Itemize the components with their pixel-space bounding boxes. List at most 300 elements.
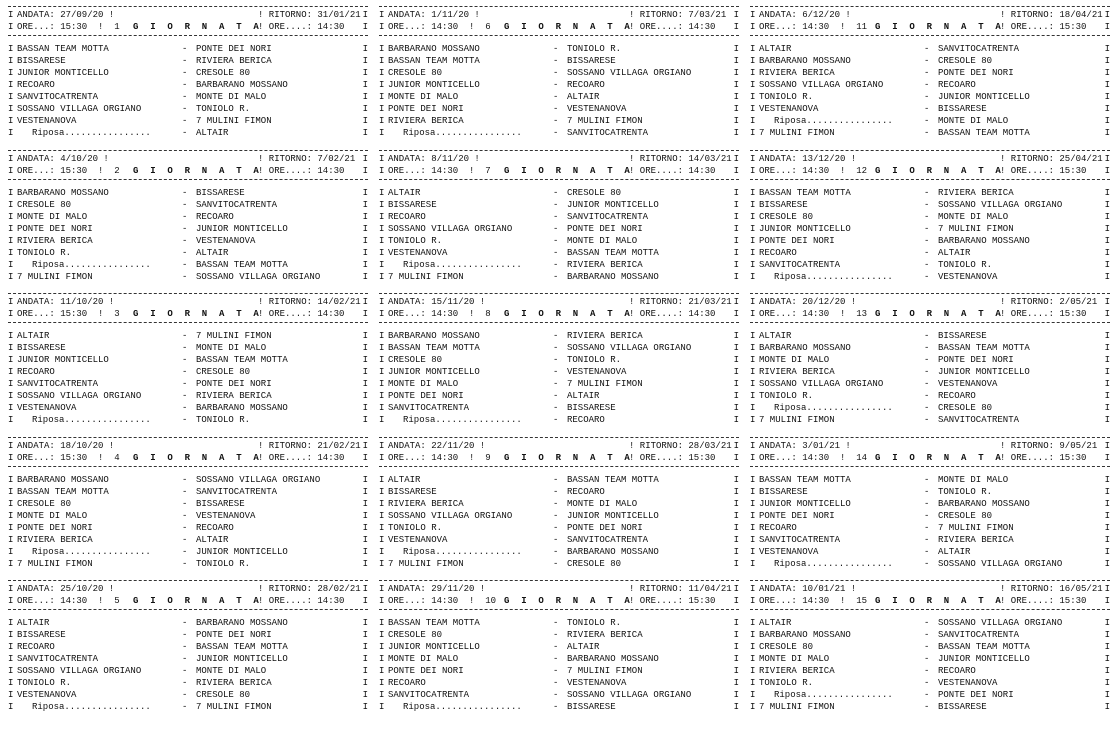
border-bar: I bbox=[733, 199, 739, 210]
match-dash: - bbox=[924, 331, 930, 341]
divider bbox=[379, 609, 739, 610]
match-dash: - bbox=[553, 199, 559, 210]
ore-ritorno: ! ORE....: 15:30 bbox=[1000, 22, 1087, 32]
divider bbox=[750, 609, 1110, 610]
riposa-label: Riposa................ bbox=[403, 702, 522, 712]
resting-team: ALTAIR bbox=[196, 128, 229, 138]
home-team: SOSSANO VILLAGA ORGIANO bbox=[17, 666, 142, 676]
border-bar: I bbox=[8, 56, 14, 66]
border-bar: I bbox=[8, 10, 14, 20]
match-dash: - bbox=[553, 558, 559, 569]
fixture-line bbox=[750, 452, 1110, 464]
border-bar: I bbox=[750, 498, 756, 509]
match-dash: - bbox=[553, 271, 559, 282]
andata-date: ANDATA: 6/12/20 ! bbox=[759, 10, 851, 20]
match-row bbox=[8, 354, 368, 366]
match-row bbox=[8, 617, 368, 629]
match-dash: - bbox=[553, 80, 559, 90]
home-team: BASSAN TEAM MOTTA bbox=[759, 187, 851, 198]
away-team: BARBARANO MOSSANO bbox=[938, 498, 1030, 509]
match-dash: - bbox=[553, 259, 559, 270]
border-bar: I bbox=[379, 187, 385, 198]
match-dash: - bbox=[553, 367, 559, 377]
border-bar: I bbox=[362, 654, 368, 664]
border-bar: I bbox=[750, 630, 756, 640]
divider bbox=[379, 580, 739, 581]
home-team: BISSARESE bbox=[17, 343, 66, 353]
fixture-line bbox=[8, 583, 368, 595]
match-row bbox=[8, 366, 368, 378]
match-dash: - bbox=[182, 558, 188, 569]
home-team: 7 MULINI FIMON bbox=[388, 271, 464, 282]
match-row bbox=[8, 115, 368, 127]
home-team: SANVITOCATRENTA bbox=[759, 259, 841, 270]
riposa-label: Riposa................ bbox=[774, 558, 893, 569]
border-bar: I bbox=[362, 22, 368, 32]
ritorno-date: ! RITORNO: 31/01/21 bbox=[258, 10, 361, 20]
match-dash: - bbox=[553, 534, 559, 545]
border-bar: I bbox=[362, 68, 368, 78]
match-dash: - bbox=[924, 642, 930, 652]
border-bar: I bbox=[379, 22, 385, 32]
border-bar: I bbox=[362, 128, 368, 138]
ore-ritorno: ! ORE....: 15:30 bbox=[1000, 165, 1087, 176]
home-team: BARBARANO MOSSANO bbox=[17, 187, 109, 198]
match-dash: - bbox=[182, 223, 188, 234]
border-bar: I bbox=[750, 56, 756, 66]
ore-andata: ORE...: 14:30 ! 7 bbox=[388, 165, 491, 176]
border-bar: I bbox=[733, 211, 739, 222]
border-bar: I bbox=[8, 331, 14, 341]
giornata-block bbox=[379, 150, 739, 293]
border-bar: I bbox=[733, 187, 739, 198]
border-bar: I bbox=[733, 235, 739, 246]
away-team: JUNIOR MONTICELLO bbox=[196, 546, 288, 557]
match-row bbox=[750, 354, 1110, 366]
border-bar: I bbox=[379, 56, 385, 66]
match-dash: - bbox=[553, 510, 559, 521]
match-row bbox=[750, 689, 1110, 701]
away-team: BARBARANO MOSSANO bbox=[567, 271, 659, 282]
match-row bbox=[750, 115, 1110, 127]
border-bar: I bbox=[362, 153, 368, 164]
match-dash: - bbox=[924, 235, 930, 246]
giornata-block bbox=[379, 580, 739, 723]
border-bar: I bbox=[8, 391, 14, 401]
home-team: BASSAN TEAM MOTTA bbox=[388, 56, 480, 66]
border-bar: I bbox=[750, 128, 756, 138]
border-bar: I bbox=[379, 618, 385, 628]
match-row bbox=[750, 486, 1110, 498]
border-bar: I bbox=[362, 534, 368, 545]
border-bar: I bbox=[8, 618, 14, 628]
border-bar: I bbox=[379, 116, 385, 126]
match-row bbox=[379, 498, 739, 510]
border-bar: I bbox=[8, 678, 14, 688]
divider bbox=[8, 580, 368, 581]
match-dash: - bbox=[553, 211, 559, 222]
divider bbox=[750, 179, 1110, 180]
home-team: 7 MULINI FIMON bbox=[759, 128, 835, 138]
ore-andata: ORE...: 14:30 ! 15 bbox=[759, 596, 868, 606]
away-team: BASSAN TEAM MOTTA bbox=[938, 128, 1030, 138]
border-bar: I bbox=[8, 153, 14, 164]
border-bar: I bbox=[733, 80, 739, 90]
border-bar: I bbox=[1104, 654, 1110, 664]
away-team: CRESOLE 80 bbox=[196, 367, 251, 377]
border-bar: I bbox=[379, 297, 385, 307]
ore-andata: ORE...: 14:30 ! 5 bbox=[17, 596, 120, 606]
away-team: VESTENANOVA bbox=[196, 510, 256, 521]
border-bar: I bbox=[733, 44, 739, 54]
resting-team: TONIOLO R. bbox=[196, 415, 251, 425]
border-bar: I bbox=[362, 510, 368, 521]
ore-ritorno: ! ORE....: 15:30 bbox=[1000, 596, 1087, 606]
match-dash: - bbox=[924, 534, 930, 545]
home-team: MONTE DI MALO bbox=[388, 92, 459, 102]
home-team: CRESOLE 80 bbox=[388, 355, 443, 365]
border-bar: I bbox=[8, 259, 14, 270]
border-bar: I bbox=[733, 391, 739, 401]
border-bar: I bbox=[8, 403, 14, 413]
match-row bbox=[8, 43, 368, 55]
match-dash: - bbox=[182, 128, 188, 138]
border-bar: I bbox=[379, 558, 385, 569]
border-bar: I bbox=[362, 223, 368, 234]
riposa-label: Riposa................ bbox=[403, 415, 522, 425]
match-row bbox=[750, 534, 1110, 546]
home-team: 7 MULINI FIMON bbox=[388, 558, 464, 569]
match-row bbox=[8, 378, 368, 390]
match-row bbox=[8, 390, 368, 402]
border-bar: I bbox=[750, 309, 756, 319]
away-team: SOSSANO VILLAGA ORGIANO bbox=[567, 343, 692, 353]
border-bar: I bbox=[8, 355, 14, 365]
home-team: PONTE DEI NORI bbox=[388, 104, 464, 114]
fixture-line bbox=[8, 296, 368, 308]
away-team: ALTAIR bbox=[567, 642, 600, 652]
border-bar: I bbox=[1104, 92, 1110, 102]
border-bar: I bbox=[750, 596, 756, 606]
match-row bbox=[750, 55, 1110, 67]
match-dash: - bbox=[553, 116, 559, 126]
match-dash: - bbox=[924, 403, 930, 413]
andata-date: ANDATA: 18/10/20 ! bbox=[17, 440, 115, 451]
border-bar: I bbox=[8, 630, 14, 640]
border-bar: I bbox=[1104, 486, 1110, 497]
away-team: 7 MULINI FIMON bbox=[196, 331, 272, 341]
away-team: ALTAIR bbox=[196, 247, 229, 258]
border-bar: I bbox=[750, 678, 756, 688]
match-dash: - bbox=[924, 247, 930, 258]
match-dash: - bbox=[924, 44, 930, 54]
match-row bbox=[8, 187, 368, 199]
match-dash: - bbox=[553, 343, 559, 353]
away-team: BASSAN TEAM MOTTA bbox=[938, 642, 1030, 652]
border-bar: I bbox=[1104, 630, 1110, 640]
ritorno-date: ! RITORNO: 21/03/21 bbox=[629, 297, 732, 307]
match-row bbox=[8, 199, 368, 211]
match-row bbox=[379, 366, 739, 378]
match-dash: - bbox=[924, 702, 930, 712]
home-team: BASSAN TEAM MOTTA bbox=[17, 44, 109, 54]
home-team: BASSAN TEAM MOTTA bbox=[17, 486, 109, 497]
match-dash: - bbox=[553, 630, 559, 640]
fixture-line bbox=[8, 440, 368, 452]
border-bar: I bbox=[362, 355, 368, 365]
match-dash: - bbox=[182, 498, 188, 509]
away-team: VESTENANOVA bbox=[567, 367, 627, 377]
border-bar: I bbox=[733, 247, 739, 258]
match-dash: - bbox=[553, 104, 559, 114]
match-row bbox=[750, 127, 1110, 139]
match-row bbox=[750, 223, 1110, 235]
home-team: VESTENANOVA bbox=[759, 546, 819, 557]
match-row bbox=[8, 223, 368, 235]
away-team: CRESOLE 80 bbox=[196, 68, 251, 78]
match-dash: - bbox=[182, 211, 188, 222]
border-bar: I bbox=[733, 546, 739, 557]
away-team: BISSARESE bbox=[567, 403, 616, 413]
home-team: VESTENANOVA bbox=[17, 690, 77, 700]
border-bar: I bbox=[750, 247, 756, 258]
divider bbox=[8, 437, 368, 438]
away-team: RECOARO bbox=[938, 80, 976, 90]
match-dash: - bbox=[924, 690, 930, 700]
match-dash: - bbox=[182, 235, 188, 246]
border-bar: I bbox=[379, 522, 385, 533]
match-dash: - bbox=[553, 379, 559, 389]
match-row bbox=[8, 665, 368, 677]
divider bbox=[8, 466, 368, 467]
match-row bbox=[379, 199, 739, 211]
away-team: JUNIOR MONTICELLO bbox=[196, 654, 288, 664]
border-bar: I bbox=[379, 654, 385, 664]
andata-date: ANDATA: 1/11/20 ! bbox=[388, 10, 480, 20]
home-team: BISSARESE bbox=[759, 199, 808, 210]
home-team: TONIOLO R. bbox=[759, 92, 814, 102]
border-bar: I bbox=[8, 642, 14, 652]
match-row bbox=[750, 67, 1110, 79]
match-row bbox=[379, 67, 739, 79]
match-dash: - bbox=[182, 92, 188, 102]
away-team: SANVITOCATRENTA bbox=[196, 199, 278, 210]
match-dash: - bbox=[553, 44, 559, 54]
home-team: TONIOLO R. bbox=[759, 678, 814, 688]
match-dash: - bbox=[924, 678, 930, 688]
away-team: ALTAIR bbox=[938, 546, 971, 557]
home-team: BARBARANO MOSSANO bbox=[759, 630, 851, 640]
border-bar: I bbox=[1104, 702, 1110, 712]
home-team: MONTE DI MALO bbox=[759, 355, 830, 365]
fixture-line bbox=[379, 153, 739, 165]
away-team: PONTE DEI NORI bbox=[567, 522, 643, 533]
home-team: ALTAIR bbox=[17, 331, 50, 341]
border-bar: I bbox=[1104, 367, 1110, 377]
match-row bbox=[379, 546, 739, 558]
home-team: RIVIERA BERICA bbox=[759, 367, 835, 377]
away-team: BASSAN TEAM MOTTA bbox=[938, 343, 1030, 353]
fixture-line bbox=[379, 583, 739, 595]
away-team: BISSARESE bbox=[938, 331, 987, 341]
border-bar: I bbox=[1104, 187, 1110, 198]
border-bar: I bbox=[8, 247, 14, 258]
andata-date: ANDATA: 8/11/20 ! bbox=[388, 153, 480, 164]
border-bar: I bbox=[362, 116, 368, 126]
border-bar: I bbox=[750, 165, 756, 176]
riposa-row bbox=[8, 701, 368, 713]
giornata-label: G I O R N A T A bbox=[133, 165, 263, 176]
border-bar: I bbox=[750, 331, 756, 341]
home-team: PONTE DEI NORI bbox=[388, 666, 464, 676]
away-team: TONIOLO R. bbox=[567, 618, 622, 628]
home-team: PONTE DEI NORI bbox=[17, 522, 93, 533]
riposa-label: Riposa................ bbox=[32, 702, 151, 712]
match-dash: - bbox=[924, 104, 930, 114]
ore-andata: ORE...: 15:30 ! 2 bbox=[17, 165, 120, 176]
away-team: PONTE DEI NORI bbox=[196, 379, 272, 389]
giornata-block bbox=[750, 150, 1110, 293]
match-row bbox=[8, 211, 368, 223]
match-row bbox=[379, 235, 739, 247]
border-bar: I bbox=[750, 415, 756, 425]
home-team: MONTE DI MALO bbox=[759, 654, 830, 664]
fixture-line bbox=[379, 165, 739, 177]
border-bar: I bbox=[362, 247, 368, 258]
border-bar: I bbox=[362, 440, 368, 451]
giornata-block bbox=[750, 580, 1110, 723]
divider bbox=[750, 437, 1110, 438]
border-bar: I bbox=[1104, 271, 1110, 282]
andata-date: ANDATA: 15/11/20 ! bbox=[388, 297, 486, 307]
border-bar: I bbox=[379, 702, 385, 712]
match-dash: - bbox=[553, 247, 559, 258]
border-bar: I bbox=[362, 618, 368, 628]
riposa-label: Riposa................ bbox=[32, 546, 151, 557]
ritorno-date: ! RITORNO: 14/02/21 bbox=[258, 297, 361, 307]
away-team: CRESOLE 80 bbox=[567, 187, 622, 198]
ritorno-date: ! RITORNO: 11/04/21 bbox=[629, 584, 732, 594]
away-team: RIVIERA BERICA bbox=[567, 630, 643, 640]
home-team: JUNIOR MONTICELLO bbox=[17, 355, 109, 365]
home-team: SOSSANO VILLAGA ORGIANO bbox=[388, 510, 513, 521]
riposa-row bbox=[8, 414, 368, 426]
giornata-block bbox=[8, 150, 368, 293]
border-bar: I bbox=[1104, 534, 1110, 545]
border-bar: I bbox=[1104, 391, 1110, 401]
match-dash: - bbox=[182, 271, 188, 282]
home-team: CRESOLE 80 bbox=[759, 642, 814, 652]
match-row bbox=[379, 55, 739, 67]
home-team: RIVIERA BERICA bbox=[17, 235, 93, 246]
match-dash: - bbox=[182, 642, 188, 652]
andata-date: ANDATA: 3/01/21 ! bbox=[759, 440, 851, 451]
riposa-label: Riposa................ bbox=[774, 271, 893, 282]
away-team: RECOARO bbox=[196, 522, 234, 533]
border-bar: I bbox=[362, 596, 368, 606]
match-row bbox=[379, 629, 739, 641]
home-team: JUNIOR MONTICELLO bbox=[388, 367, 480, 377]
away-team: ALTAIR bbox=[567, 92, 600, 102]
border-bar: I bbox=[1104, 223, 1110, 234]
match-dash: - bbox=[924, 68, 930, 78]
home-team: RIVIERA BERICA bbox=[388, 498, 464, 509]
match-row bbox=[379, 558, 739, 570]
away-team: SANVITOCATRENTA bbox=[938, 415, 1020, 425]
border-bar: I bbox=[733, 68, 739, 78]
match-row bbox=[750, 43, 1110, 55]
border-bar: I bbox=[362, 44, 368, 54]
divider bbox=[8, 6, 368, 7]
match-dash: - bbox=[553, 128, 559, 138]
match-dash: - bbox=[182, 415, 188, 425]
border-bar: I bbox=[8, 379, 14, 389]
andata-date: ANDATA: 22/11/20 ! bbox=[388, 440, 486, 451]
match-row bbox=[379, 402, 739, 414]
match-dash: - bbox=[182, 486, 188, 497]
away-team: TONIOLO R. bbox=[196, 558, 251, 569]
border-bar: I bbox=[1104, 415, 1110, 425]
home-team: PONTE DEI NORI bbox=[759, 235, 835, 246]
giornata-label: G I O R N A T A bbox=[504, 452, 634, 463]
ritorno-date: ! RITORNO: 21/02/21 bbox=[258, 440, 361, 451]
match-dash: - bbox=[182, 187, 188, 198]
match-dash: - bbox=[553, 546, 559, 557]
match-dash: - bbox=[924, 116, 930, 126]
away-team: PONTE DEI NORI bbox=[567, 223, 643, 234]
home-team: MONTE DI MALO bbox=[388, 379, 459, 389]
border-bar: I bbox=[379, 367, 385, 377]
andata-date: ANDATA: 11/10/20 ! bbox=[17, 297, 115, 307]
border-bar: I bbox=[733, 165, 739, 176]
border-bar: I bbox=[8, 297, 14, 307]
ritorno-date: ! RITORNO: 18/04/21 bbox=[1000, 10, 1103, 20]
match-row bbox=[750, 522, 1110, 534]
border-bar: I bbox=[750, 654, 756, 664]
border-bar: I bbox=[362, 452, 368, 463]
home-team: PONTE DEI NORI bbox=[388, 391, 464, 401]
home-team: BISSARESE bbox=[388, 199, 437, 210]
home-team: 7 MULINI FIMON bbox=[17, 271, 93, 282]
away-team: CRESOLE 80 bbox=[938, 510, 993, 521]
border-bar: I bbox=[379, 584, 385, 594]
match-dash: - bbox=[924, 80, 930, 90]
border-bar: I bbox=[379, 415, 385, 425]
divider bbox=[379, 6, 739, 7]
match-dash: - bbox=[924, 259, 930, 270]
border-bar: I bbox=[733, 510, 739, 521]
border-bar: I bbox=[8, 596, 14, 606]
riposa-row bbox=[379, 127, 739, 139]
border-bar: I bbox=[379, 259, 385, 270]
border-bar: I bbox=[1104, 584, 1110, 594]
away-team: SANVITOCATRENTA bbox=[567, 211, 649, 222]
border-bar: I bbox=[750, 235, 756, 246]
match-row bbox=[379, 689, 739, 701]
away-team: PONTE DEI NORI bbox=[938, 690, 1014, 700]
fixture-line bbox=[750, 595, 1110, 607]
match-row bbox=[379, 665, 739, 677]
match-dash: - bbox=[182, 199, 188, 210]
home-team: ALTAIR bbox=[759, 44, 792, 54]
away-team: SANVITOCATRENTA bbox=[938, 44, 1020, 54]
border-bar: I bbox=[1104, 452, 1110, 463]
home-team: SANVITOCATRENTA bbox=[17, 379, 99, 389]
match-dash: - bbox=[553, 403, 559, 413]
ritorno-date: ! RITORNO: 28/03/21 bbox=[629, 440, 732, 451]
border-bar: I bbox=[1104, 235, 1110, 246]
border-bar: I bbox=[750, 379, 756, 389]
